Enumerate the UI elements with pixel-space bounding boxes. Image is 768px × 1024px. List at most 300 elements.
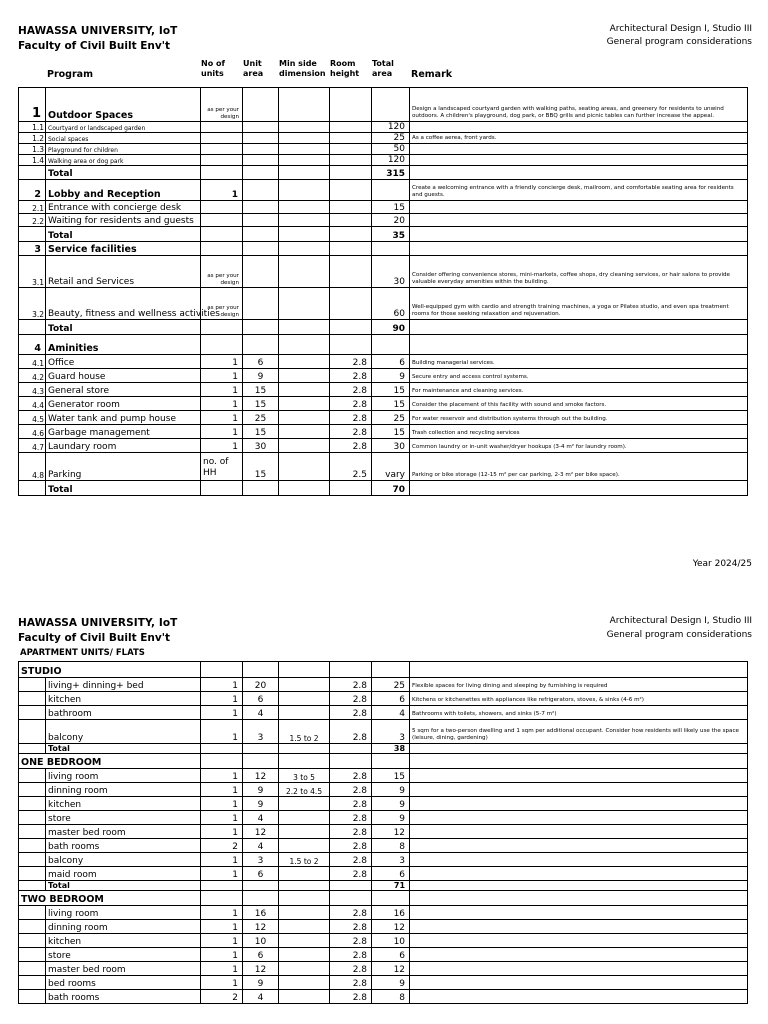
section-unit-area: [243, 88, 279, 122]
program-row: [19, 425, 748, 439]
total-label: Total: [46, 227, 201, 242]
room-indent: [19, 948, 46, 962]
row-number: 4.3: [19, 383, 46, 397]
total-spacer: [19, 481, 46, 496]
room-total: 3: [372, 720, 410, 744]
room-units: 1: [201, 920, 243, 934]
total-room-height: [330, 320, 372, 335]
col-room-height: Room height: [330, 59, 360, 78]
row-min-side: [279, 256, 330, 288]
room-min-side: [279, 934, 330, 948]
room-units: 1: [201, 853, 243, 867]
room-name: bath rooms: [46, 839, 201, 853]
room-unit-area: 6: [243, 867, 279, 881]
total-sum: 71: [372, 881, 410, 891]
total-units: [201, 227, 243, 242]
row-room-height: 2.8: [330, 411, 372, 425]
section-remark: [410, 242, 748, 256]
room-total: 15: [372, 769, 410, 783]
row-units: no. of HH: [201, 453, 243, 481]
section-total: [372, 242, 410, 256]
room-unit-area: 9: [243, 976, 279, 990]
total-min-side: [279, 881, 330, 891]
room-units: 1: [201, 962, 243, 976]
row-remark: Well-equipped gym with cardio and strength training machines, a yoga or Pilates studio, and even spa treatment rooms for those seeking relaxation and rejuvenation.: [410, 288, 748, 320]
room-total: 16: [372, 906, 410, 920]
row-remark: [410, 201, 748, 214]
section-units: as per your design: [201, 88, 243, 122]
room-height: 2.8: [330, 706, 372, 720]
row-total-area: 15: [372, 397, 410, 411]
room-units: 1: [201, 706, 243, 720]
program-row: [19, 155, 748, 166]
apartment-type-title: STUDIO: [19, 662, 201, 678]
program-table: [18, 87, 748, 496]
room-min-side: 3 to 5: [279, 769, 330, 783]
row-units: 1: [201, 439, 243, 453]
room-units: 1: [201, 678, 243, 692]
room-total: 4: [372, 706, 410, 720]
room-height: 2.8: [330, 783, 372, 797]
apartment-room-row: [19, 920, 748, 934]
row-number: 4.1: [19, 355, 46, 369]
apartment-room-row: [19, 867, 748, 881]
apartment-room-row: [19, 990, 748, 1004]
row-room-height: 2.5: [330, 453, 372, 481]
section-number: 1: [19, 88, 46, 122]
room-remark: [410, 976, 748, 990]
section-min-side: [279, 335, 330, 355]
room-indent: [19, 906, 46, 920]
row-total-area: 30: [372, 256, 410, 288]
room-total: 3: [372, 853, 410, 867]
room-units: 1: [201, 906, 243, 920]
room-min-side: [279, 811, 330, 825]
program-row: [19, 453, 748, 481]
room-height: 2.8: [330, 853, 372, 867]
apartment-type-blank: [410, 662, 748, 678]
total-remark: [410, 481, 748, 496]
room-indent: [19, 853, 46, 867]
row-name: Office: [46, 355, 201, 369]
room-total: 12: [372, 825, 410, 839]
room-name: store: [46, 948, 201, 962]
room-name: master bed room: [46, 825, 201, 839]
room-remark: [410, 948, 748, 962]
total-min-side: [279, 320, 330, 335]
row-min-side: [279, 383, 330, 397]
total-unit-area: [243, 227, 279, 242]
room-indent: [19, 769, 46, 783]
room-indent: [19, 706, 46, 720]
room-total: 8: [372, 839, 410, 853]
section-total: [372, 335, 410, 355]
row-unit-area: [243, 288, 279, 320]
row-min-side: [279, 439, 330, 453]
row-name: Water tank and pump house: [46, 411, 201, 425]
total-min-side: [279, 744, 330, 754]
total-spacer: [19, 744, 46, 754]
row-remark: Building managerial services.: [410, 355, 748, 369]
row-unit-area: [243, 122, 279, 133]
row-min-side: [279, 355, 330, 369]
room-height: 2.8: [330, 990, 372, 1004]
room-unit-area: 12: [243, 825, 279, 839]
room-indent: [19, 692, 46, 706]
room-units: 1: [201, 976, 243, 990]
room-min-side: [279, 920, 330, 934]
row-units: 1: [201, 425, 243, 439]
row-name: Playground for children: [46, 144, 201, 155]
section-room-height: [330, 242, 372, 256]
room-units: 1: [201, 825, 243, 839]
section-total-row: [19, 481, 748, 496]
row-number: 1.1: [19, 122, 46, 133]
total-room-height: [330, 881, 372, 891]
room-units: 1: [201, 948, 243, 962]
room-min-side: [279, 797, 330, 811]
total-spacer: [19, 320, 46, 335]
room-name: bath rooms: [46, 990, 201, 1004]
apartment-type-blank: [330, 891, 372, 906]
room-indent: [19, 934, 46, 948]
room-unit-area: 9: [243, 783, 279, 797]
apartment-type-blank: [410, 754, 748, 769]
total-remark: [410, 166, 748, 180]
program-row: [19, 201, 748, 214]
program-row: [19, 397, 748, 411]
total-spacer: [19, 881, 46, 891]
room-total: 25: [372, 678, 410, 692]
total-room-height: [330, 227, 372, 242]
section-total-row: [19, 166, 748, 180]
row-units: as per your design: [201, 288, 243, 320]
apartment-room-row: [19, 853, 748, 867]
section-remark: Create a welcoming entrance with a friendly concierge desk, mailroom, and comfortable seating area for residents and guests.: [410, 180, 748, 201]
row-unit-area: 15: [243, 453, 279, 481]
row-min-side: [279, 397, 330, 411]
row-total-area: 120: [372, 155, 410, 166]
academic-year: Year 2024/25: [692, 559, 752, 569]
total-unit-area: [243, 166, 279, 180]
row-unit-area: 6: [243, 355, 279, 369]
section-remark: Design a landscaped courtyard garden with walking paths, seating areas, and greenery for residents to unwind outdoors. A children's playground, dog park, or BBQ grills and picnic tables can further increase the appeal.: [410, 88, 748, 122]
row-name: Courtyard or landscaped garden: [46, 122, 201, 133]
row-min-side: [279, 369, 330, 383]
row-name: Guard house: [46, 369, 201, 383]
row-name: Garbage management: [46, 425, 201, 439]
row-number: 3.2: [19, 288, 46, 320]
apartment-type-blank: [279, 662, 330, 678]
room-unit-area: 4: [243, 811, 279, 825]
room-indent: [19, 720, 46, 744]
section-number: 2: [19, 180, 46, 201]
room-remark: [410, 853, 748, 867]
total-room-height: [330, 481, 372, 496]
section-unit-area: [243, 335, 279, 355]
section-units: [201, 242, 243, 256]
apartment-room-row: [19, 678, 748, 692]
section-header-row: [19, 180, 748, 201]
total-units: [201, 320, 243, 335]
row-name: Waiting for residents and guests: [46, 214, 201, 227]
row-unit-area: 15: [243, 383, 279, 397]
room-name: store: [46, 811, 201, 825]
apartment-type-blank: [330, 754, 372, 769]
row-min-side: [279, 122, 330, 133]
row-room-height: [330, 201, 372, 214]
room-height: 2.8: [330, 934, 372, 948]
row-number: 1.2: [19, 133, 46, 144]
room-name: maid room: [46, 867, 201, 881]
apartment-total-row: [19, 744, 748, 754]
room-height: 2.8: [330, 811, 372, 825]
room-unit-area: 4: [243, 706, 279, 720]
room-indent: [19, 811, 46, 825]
room-remark: [410, 934, 748, 948]
apartment-type-blank: [201, 754, 243, 769]
room-min-side: [279, 906, 330, 920]
apartment-room-row: [19, 769, 748, 783]
row-unit-area: 15: [243, 397, 279, 411]
apartment-type-row: [19, 891, 748, 906]
row-remark: [410, 214, 748, 227]
row-name: Laundary room: [46, 439, 201, 453]
room-remark: [410, 797, 748, 811]
row-remark: [410, 144, 748, 155]
room-min-side: [279, 706, 330, 720]
program-row: [19, 122, 748, 133]
row-unit-area: [243, 144, 279, 155]
room-remark: Bathrooms with toilets, showers, and sinks (5-7 m²): [410, 706, 748, 720]
row-room-height: [330, 214, 372, 227]
room-height: 2.8: [330, 678, 372, 692]
room-height: 2.8: [330, 906, 372, 920]
section-title: Outdoor Spaces: [46, 88, 201, 122]
room-total: 6: [372, 867, 410, 881]
program-row: [19, 133, 748, 144]
total-label: Total: [46, 744, 201, 754]
row-units: [201, 201, 243, 214]
room-unit-area: 12: [243, 920, 279, 934]
apartment-total-row: [19, 881, 748, 891]
row-number: 4.6: [19, 425, 46, 439]
room-total: 10: [372, 934, 410, 948]
row-units: 1: [201, 411, 243, 425]
row-total-area: 25: [372, 411, 410, 425]
row-room-height: [330, 133, 372, 144]
room-indent: [19, 678, 46, 692]
row-remark: Secure entry and access control systems.: [410, 369, 748, 383]
row-units: 1: [201, 369, 243, 383]
program-row: [19, 288, 748, 320]
room-total: 6: [372, 692, 410, 706]
total-label: Total: [46, 166, 201, 180]
row-units: 1: [201, 355, 243, 369]
row-room-height: 2.8: [330, 355, 372, 369]
room-name: master bed room: [46, 962, 201, 976]
room-unit-area: 16: [243, 906, 279, 920]
row-name: Walking area or dog park: [46, 155, 201, 166]
apartment-type-blank: [279, 754, 330, 769]
room-total: 12: [372, 962, 410, 976]
section-room-height: [330, 180, 372, 201]
apartment-type-blank: [372, 662, 410, 678]
room-min-side: 1.5 to 2: [279, 853, 330, 867]
total-spacer: [19, 227, 46, 242]
total-sum: 38: [372, 744, 410, 754]
apartment-room-row: [19, 934, 748, 948]
room-indent: [19, 920, 46, 934]
row-units: [201, 122, 243, 133]
total-min-side: [279, 481, 330, 496]
program-row: [19, 369, 748, 383]
row-total-area: 15: [372, 383, 410, 397]
total-min-side: [279, 166, 330, 180]
total-remark: [410, 744, 748, 754]
section-units: 1: [201, 180, 243, 201]
apartment-room-row: [19, 962, 748, 976]
room-total: 6: [372, 948, 410, 962]
room-unit-area: 6: [243, 692, 279, 706]
total-units: [201, 881, 243, 891]
col-unit-area: Unit area: [243, 59, 264, 78]
room-unit-area: 20: [243, 678, 279, 692]
row-total-area: 15: [372, 425, 410, 439]
room-remark: [410, 867, 748, 881]
apartment-table: [18, 661, 748, 1004]
total-room-height: [330, 744, 372, 754]
section-header-row: [19, 335, 748, 355]
row-name: Entrance with concierge desk: [46, 201, 201, 214]
row-total-area: 15: [372, 201, 410, 214]
room-name: living room: [46, 769, 201, 783]
row-remark: Trash collection and recycling services: [410, 425, 748, 439]
university-name: HAWASSA UNIVERSITY, IoT: [18, 25, 178, 37]
room-height: 2.8: [330, 720, 372, 744]
row-number: 2.2: [19, 214, 46, 227]
total-units: [201, 744, 243, 754]
row-number: 4.2: [19, 369, 46, 383]
room-min-side: [279, 867, 330, 881]
room-height: 2.8: [330, 920, 372, 934]
room-units: 1: [201, 811, 243, 825]
apartment-room-row: [19, 706, 748, 720]
row-room-height: [330, 155, 372, 166]
room-min-side: [279, 692, 330, 706]
row-room-height: [330, 288, 372, 320]
room-unit-area: 3: [243, 720, 279, 744]
apartment-heading: APARTMENT UNITS/ FLATS: [20, 648, 145, 658]
row-min-side: [279, 201, 330, 214]
apartment-room-row: [19, 797, 748, 811]
room-height: 2.8: [330, 692, 372, 706]
row-remark: Consider the placement of this facility with sound and smoke factors.: [410, 397, 748, 411]
row-total-area: 30: [372, 439, 410, 453]
apartment-type-blank: [243, 662, 279, 678]
room-name: bed rooms: [46, 976, 201, 990]
col-units: No of units: [201, 59, 225, 78]
row-number: 2.1: [19, 201, 46, 214]
room-name: kitchen: [46, 934, 201, 948]
room-name: living+ dinning+ bed: [46, 678, 201, 692]
row-room-height: 2.8: [330, 369, 372, 383]
room-total: 9: [372, 797, 410, 811]
section-unit-area: [243, 180, 279, 201]
row-room-height: 2.8: [330, 439, 372, 453]
row-min-side: [279, 425, 330, 439]
row-units: [201, 214, 243, 227]
room-indent: [19, 839, 46, 853]
row-total-area: 25: [372, 133, 410, 144]
apartment-type-blank: [372, 754, 410, 769]
room-remark: Kitchens or kitchenettes with appliances like refrigerators, stoves, & sinks (4-6 m²): [410, 692, 748, 706]
row-name: Parking: [46, 453, 201, 481]
room-height: 2.8: [330, 962, 372, 976]
row-number: 4.7: [19, 439, 46, 453]
total-sum: 90: [372, 320, 410, 335]
course-title: Architectural Design I, Studio III: [609, 24, 752, 34]
row-unit-area: 9: [243, 369, 279, 383]
room-name: bathroom: [46, 706, 201, 720]
room-unit-area: 9: [243, 797, 279, 811]
apartment-type-blank: [201, 662, 243, 678]
section-room-height: [330, 88, 372, 122]
row-units: as per your design: [201, 256, 243, 288]
room-height: 2.8: [330, 769, 372, 783]
total-sum: 35: [372, 227, 410, 242]
row-units: [201, 155, 243, 166]
room-indent: [19, 867, 46, 881]
col-min-side: Min side dimension: [279, 59, 326, 78]
faculty-name: Faculty of Civil Built Env't: [18, 40, 170, 52]
row-total-area: 6: [372, 355, 410, 369]
university-name-p2: HAWASSA UNIVERSITY, IoT: [18, 617, 178, 629]
col-total-area: Total area: [372, 59, 394, 78]
section-unit-area: [243, 242, 279, 256]
row-units: [201, 133, 243, 144]
program-row: [19, 411, 748, 425]
row-name: Social spaces: [46, 133, 201, 144]
row-unit-area: [243, 133, 279, 144]
section-number: 3: [19, 242, 46, 256]
row-name: General store: [46, 383, 201, 397]
row-total-area: 120: [372, 122, 410, 133]
room-min-side: 2.2 to 4.5: [279, 783, 330, 797]
section-min-side: [279, 88, 330, 122]
total-units: [201, 481, 243, 496]
section-header-row: [19, 88, 748, 122]
room-unit-area: 4: [243, 839, 279, 853]
apartment-room-row: [19, 783, 748, 797]
row-remark: Consider offering convenience stores, mini-markets, coffee shops, dry cleaning services, or hair salons to provide valuable everyday amenities within the building.: [410, 256, 748, 288]
program-row: [19, 214, 748, 227]
room-indent: [19, 976, 46, 990]
program-row: [19, 256, 748, 288]
room-unit-area: 10: [243, 934, 279, 948]
room-min-side: 1.5 to 2: [279, 720, 330, 744]
apartment-type-title: ONE BEDROOM: [19, 754, 201, 769]
room-unit-area: 12: [243, 962, 279, 976]
room-height: 2.8: [330, 825, 372, 839]
apartment-type-blank: [279, 891, 330, 906]
row-total-area: 20: [372, 214, 410, 227]
room-remark: [410, 962, 748, 976]
row-units: [201, 144, 243, 155]
row-number: 4.5: [19, 411, 46, 425]
total-remark: [410, 881, 748, 891]
section-min-side: [279, 180, 330, 201]
